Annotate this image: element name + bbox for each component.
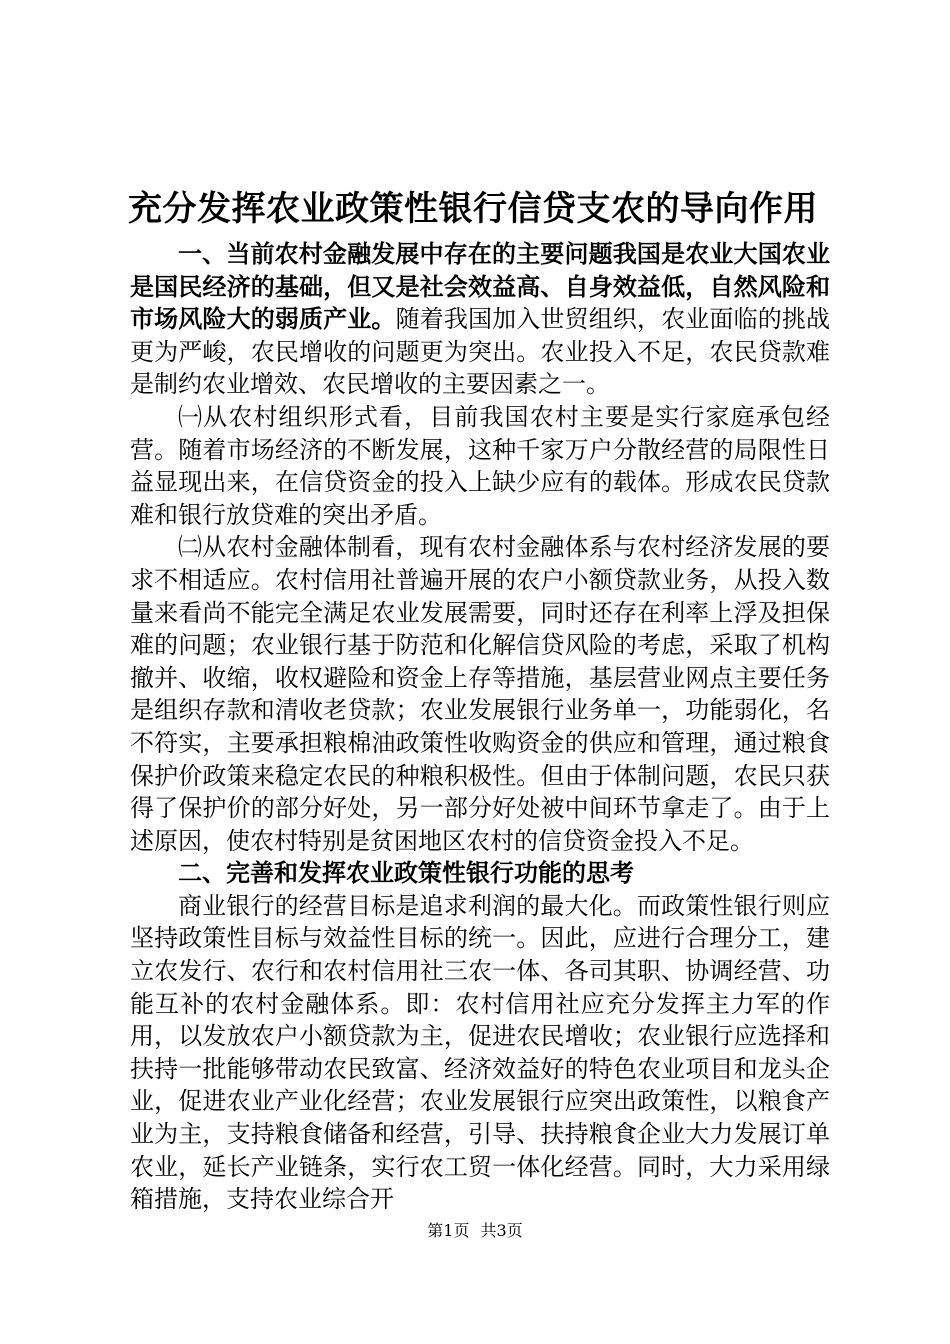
paragraph-2: ㈡从农村金融体制看，现有农村金融体系与农村经济发展的要求不相适应。农村信用社普遍开展的农户小额贷款业务，从投入数量来看尚不能完全满足农业发展需要，同时还存在利率上浮及担保难的问题；农业银行基于防范和化解信贷风险的考虑，采取了机构撤并、收缩，收权避险和资金上存等措施，基层营业网点主要任务是组织存款和清收老贷款；农业发展银行业务单一，功能弱化，名不符实，主要承担粮棉油政策性收购资金的供应和管理，通过粮食保护价政策来稳定农民的种粮积极性。但由于体制问题，农民只获得了保护价的部分好处，另一部分好处被中间环节拿走了。由于上述原因，使农村特别是贫困地区农村的信贷资金投入不足。 (130, 533, 830, 855)
document-body (130, 238, 830, 1216)
section1-paragraph (130, 238, 830, 401)
paragraph-3: 商业银行的经营目标是追求利润的最大化。而政策性银行则应坚持政策性目标与效益性目标的统一。因此，应进行合理分工，建立农发行、农行和农村信用社三农一体、各司其职、协调经营、功能互补的农村金融体系。即：农村信用社应充分发挥主力军的作用，以发放农户小额贷款为主，促进农民增收；农业银行应选择和扶持一批能够带动农民致富、经济效益好的特色农业项目和龙头企业，促进农业产业化经营；农业发展银行应突出政策性，以粮食产业为主，支持粮食储备和经营，引导、扶持粮食企业大力发展订单农业，延长产业链条，实行农工贸一体化经营。同时，大力采用绿箱措施，支持农业综合开 (130, 891, 830, 1214)
section2-heading: 二、完善和发挥农业政策性银行功能的思考 (178, 859, 634, 888)
page-total: 共3页 (480, 1221, 523, 1240)
page-footer (0, 1218, 950, 1241)
paragraph-1: ㈠从农村组织形式看，目前我国农村主要是实行家庭承包经营。随着市场经济的不断发展，这种千家万户分散经营的局限性日益显现出来，在信贷资金的投入上缺少应有的载体。形成农民贷款难和银行放贷难的突出矛盾。 (130, 402, 830, 529)
section1-body: 随着我国加入世贸组织，农业面临的挑战更为严峻，农民增收的问题更为突出。农业投入不足，农民贷款难是制约农业增效、农民增收的主要因素之一。 (130, 305, 831, 399)
section1-heading: 一、当前农村金融发展中存在的主要问题我国是农业大国农业是国民经济的基础，但又是社会效益高、自身效益低，自然风险和市场风险大的弱质产业。 (130, 240, 830, 334)
page-number: 第1页 (427, 1221, 470, 1240)
document-title: 充分发挥农业政策性银行信贷支农的导向作用 (128, 189, 818, 229)
